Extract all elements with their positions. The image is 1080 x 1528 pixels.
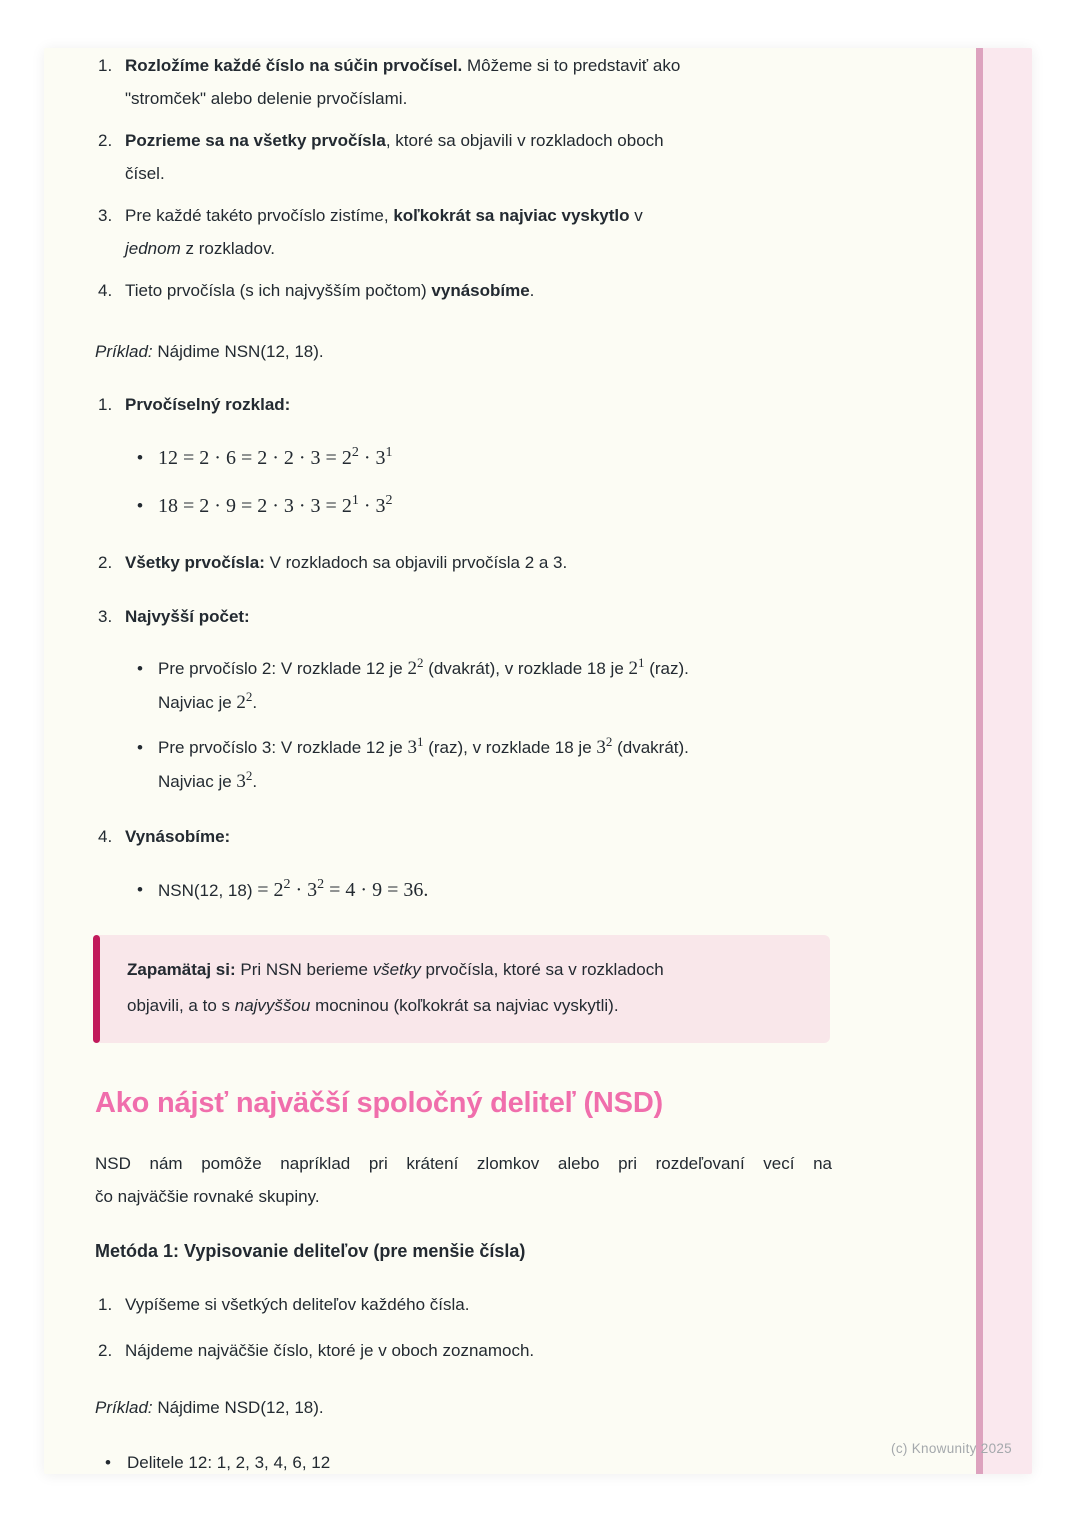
text-segment: 2 bbox=[236, 692, 246, 713]
example-nsn-paragraph bbox=[95, 335, 832, 368]
bullet-item-text bbox=[127, 1446, 832, 1474]
list-item-body bbox=[125, 820, 832, 909]
text-segment: . bbox=[529, 281, 535, 300]
nsn-result-list bbox=[137, 872, 832, 909]
text-segment: 2 bbox=[605, 734, 613, 749]
callout-text bbox=[127, 952, 802, 1024]
list-marker: 1. bbox=[98, 56, 113, 75]
list-item-text bbox=[125, 274, 832, 307]
text-segment: objavili, a to s bbox=[127, 996, 235, 1015]
document-page bbox=[44, 48, 1032, 1474]
text-segment: 18 = 2 · 9 = 2 · 3 · 3 = 2 bbox=[158, 495, 352, 517]
list-item bbox=[98, 600, 832, 799]
text-segment: Najviac je bbox=[158, 693, 237, 712]
nsd-intro-paragraph bbox=[95, 1147, 832, 1213]
list-item-text bbox=[125, 1334, 832, 1367]
text-segment: v bbox=[629, 206, 643, 225]
text-segment: 3 bbox=[407, 737, 417, 758]
text-segment: Pre prvočíslo 3: V rozklade 12 je bbox=[158, 738, 408, 757]
list-item bbox=[98, 820, 832, 909]
list-item-text bbox=[125, 820, 832, 853]
bullet-marker: • bbox=[137, 880, 143, 899]
list-item bbox=[98, 546, 832, 579]
text-segment: , ktoré sa objavili v rozkladoch oboch bbox=[385, 131, 664, 150]
text-segment: 2 bbox=[245, 768, 253, 783]
text-segment: vynásobíme bbox=[431, 281, 530, 300]
text-segment: Vypíšeme si všetkých deliteľov každého čísla. bbox=[125, 1295, 470, 1314]
text-segment: = 4 · 9 = 36. bbox=[324, 879, 429, 901]
copyright-watermark: (c) Knowunity 2025 bbox=[891, 1441, 1012, 1456]
text-segment: Tieto prvočísla (s ich najvyšším počtom) bbox=[125, 281, 432, 300]
text-segment: 1 bbox=[638, 655, 645, 670]
list-item-text bbox=[125, 199, 832, 265]
list-item bbox=[98, 388, 832, 525]
text-segment: Príklad: bbox=[95, 342, 153, 361]
text-segment: Nájdime NSD(12, 18). bbox=[152, 1398, 324, 1417]
bullet-marker: • bbox=[137, 659, 143, 678]
text-segment: 2 bbox=[245, 689, 253, 704]
text-segment: Najviac je bbox=[158, 772, 237, 791]
list-marker: 4. bbox=[98, 281, 113, 300]
math-formula bbox=[158, 872, 832, 909]
bullet-item bbox=[137, 652, 832, 720]
text-segment: 2 bbox=[317, 877, 325, 892]
bullet-marker: • bbox=[137, 448, 143, 467]
text-segment: V rozkladoch sa objavili prvočísla 2 a 3. bbox=[264, 553, 568, 572]
divisors-list bbox=[95, 1446, 832, 1474]
list-marker: 3. bbox=[98, 607, 113, 626]
nsn-example-steps-list bbox=[95, 388, 832, 909]
text-segment: = 2 bbox=[257, 879, 284, 901]
text-segment: jednom bbox=[125, 239, 181, 258]
bullet-item bbox=[105, 1446, 832, 1474]
math-formula bbox=[158, 488, 832, 525]
text-segment: 12 = 2 · 6 = 2 · 2 · 3 = 2 bbox=[158, 447, 352, 469]
text-segment: 2 bbox=[385, 493, 393, 508]
text-segment: 3 bbox=[596, 737, 606, 758]
text-segment: Môžeme si to predstaviť ako bbox=[462, 56, 681, 75]
list-marker: 2. bbox=[98, 553, 113, 572]
math-line bbox=[137, 872, 832, 909]
list-item bbox=[98, 1288, 832, 1321]
paragraph-line: NSD nám pomôže napríklad pri krátení zlomkov alebo pri rozdeľovaní vecí na bbox=[95, 1154, 832, 1173]
example-nsd-paragraph bbox=[95, 1391, 832, 1424]
next-page-preview[interactable] bbox=[976, 48, 1032, 1474]
method-1-heading: Metóda 1: Vypisovanie deliteľov (pre menšie čísla) bbox=[95, 1241, 526, 1261]
bullet-marker: • bbox=[105, 1453, 111, 1472]
text-segment: (dvakrát), v rozklade 18 je bbox=[423, 659, 629, 678]
list-item bbox=[98, 124, 832, 190]
list-item-body bbox=[125, 600, 832, 799]
text-segment: Nájdime NSN(12, 18). bbox=[152, 342, 324, 361]
text-segment: Vynásobíme: bbox=[125, 827, 231, 846]
text-segment: Zapamätaj si: bbox=[127, 960, 236, 979]
list-marker: 1. bbox=[98, 1295, 113, 1314]
nsd-steps-list bbox=[95, 1288, 832, 1367]
text-segment: koľkokrát sa najviac vyskytlo bbox=[393, 206, 630, 225]
factorization-list bbox=[137, 440, 832, 525]
list-item bbox=[98, 274, 832, 307]
text-segment: 1 bbox=[385, 445, 393, 460]
text-segment: · 3 bbox=[290, 879, 318, 901]
list-item-text bbox=[125, 124, 832, 190]
text-segment: (raz), v rozklade 18 je bbox=[423, 738, 597, 757]
text-segment: . bbox=[252, 693, 258, 712]
list-marker: 2. bbox=[98, 1341, 113, 1360]
text-segment: Pre prvočíslo 2: V rozklade 12 je bbox=[158, 659, 408, 678]
list-item bbox=[98, 199, 832, 265]
text-segment: · 3 bbox=[358, 495, 386, 517]
bullet-marker: • bbox=[137, 738, 143, 757]
list-marker: 2. bbox=[98, 131, 113, 150]
text-segment: Prvočíselný rozklad: bbox=[125, 395, 291, 414]
text-segment: prvočísla, ktoré sa v rozkladoch bbox=[420, 960, 664, 979]
text-segment: čísel. bbox=[125, 164, 165, 183]
text-segment: 3 bbox=[236, 771, 246, 792]
text-segment: Pri NSN berieme bbox=[235, 960, 373, 979]
text-segment: všetky bbox=[372, 960, 421, 979]
list-item bbox=[98, 49, 832, 115]
text-segment: · 3 bbox=[358, 447, 386, 469]
text-segment: 2 bbox=[351, 445, 359, 460]
text-segment: . bbox=[252, 772, 258, 791]
text-segment: 2 bbox=[407, 658, 417, 679]
text-segment: "stromček" alebo delenie prvočíslami. bbox=[125, 89, 408, 108]
text-segment: 2 bbox=[416, 655, 424, 670]
text-segment: 1 bbox=[416, 734, 424, 749]
text-segment: 2 bbox=[283, 877, 291, 892]
callout-accent-bar bbox=[93, 935, 100, 1043]
list-item-text bbox=[125, 600, 832, 633]
nsn-steps-list bbox=[95, 49, 832, 307]
list-item-text bbox=[125, 1288, 832, 1321]
math-formula bbox=[158, 440, 832, 477]
list-marker: 1. bbox=[98, 395, 113, 414]
list-item bbox=[98, 1334, 832, 1367]
list-item-text bbox=[125, 49, 832, 115]
text-segment: NSN(12, 18) bbox=[158, 881, 258, 900]
text-segment: Nájdeme najväčšie číslo, ktoré je v oboch zoznamoch. bbox=[125, 1341, 535, 1360]
text-segment: mocninou (koľkokrát sa najviac vyskytli). bbox=[310, 996, 619, 1015]
list-item-text bbox=[125, 388, 832, 421]
math-line bbox=[137, 440, 832, 477]
text-segment: najvyššou bbox=[234, 996, 311, 1015]
bullet-item-text bbox=[158, 652, 832, 720]
page-content bbox=[95, 48, 832, 1474]
text-segment: 1 bbox=[351, 493, 359, 508]
nsd-section-heading: Ako nájsť najväčší spoločný deliteľ (NSD) bbox=[95, 1087, 664, 1119]
text-segment: (dvakrát). bbox=[612, 738, 689, 757]
text-segment: Delitele 12: 1, 2, 3, 4, 6, 12 bbox=[127, 1453, 331, 1472]
text-segment: z rozkladov. bbox=[180, 239, 275, 258]
bullet-marker: • bbox=[137, 496, 143, 515]
text-segment: Príklad: bbox=[95, 1398, 153, 1417]
math-line bbox=[137, 488, 832, 525]
text-segment: Najvyšší počet: bbox=[125, 607, 250, 626]
text-segment: Pre každé takéto prvočíslo zistíme, bbox=[125, 206, 394, 225]
list-marker: 4. bbox=[98, 827, 113, 846]
text-segment: Pozrieme sa na všetky prvočísla bbox=[125, 131, 386, 150]
text-segment: (raz). bbox=[644, 659, 689, 678]
text-segment: Všetky prvočísla: bbox=[125, 553, 265, 572]
bullet-item-text bbox=[158, 731, 832, 799]
list-item-text bbox=[125, 546, 832, 579]
remember-callout bbox=[93, 935, 830, 1043]
highest-power-list bbox=[137, 652, 832, 799]
list-item-body bbox=[125, 388, 832, 525]
text-segment: Rozložíme každé číslo na súčin prvočísel. bbox=[125, 56, 463, 75]
text-segment: 2 bbox=[628, 658, 638, 679]
paragraph-line: čo najväčšie rovnaké skupiny. bbox=[95, 1187, 320, 1206]
bullet-item bbox=[137, 731, 832, 799]
list-marker: 3. bbox=[98, 206, 113, 225]
